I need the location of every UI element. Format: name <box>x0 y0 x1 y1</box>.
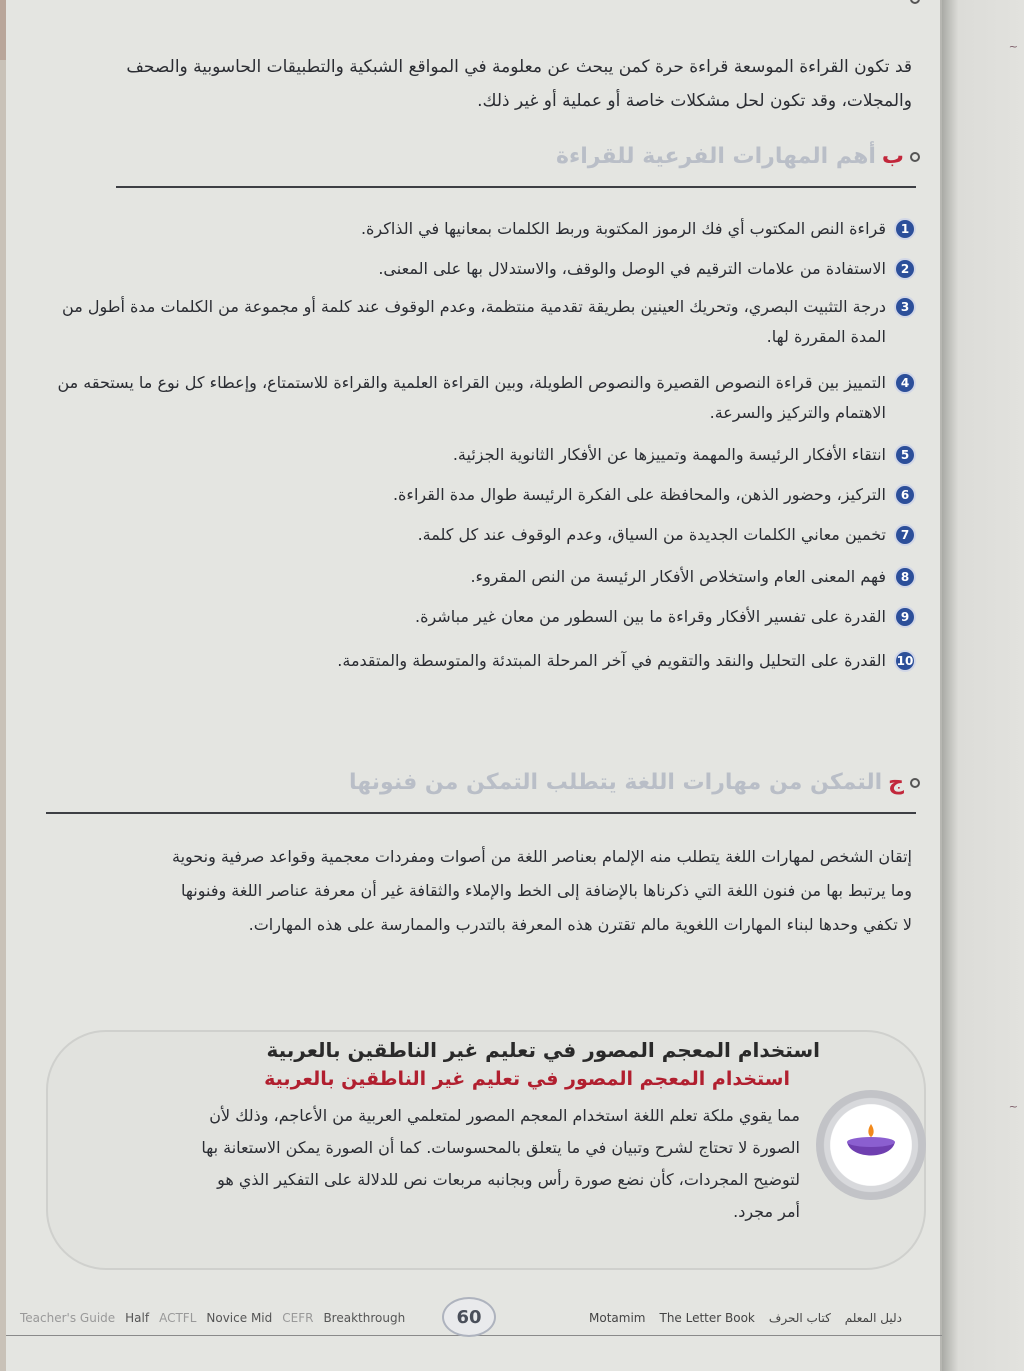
top-paragraph-line2: والمجلات، وقد تكون لحل مشكلات خاصة أو عملية أو غير ذلك. <box>477 91 912 111</box>
page-footer <box>6 1297 942 1341</box>
facing-page-edge <box>942 0 1024 1371</box>
skill-item <box>56 646 916 676</box>
callout-line4: أمر مجرد. <box>733 1202 800 1221</box>
section-b-rule <box>116 186 916 188</box>
skill-text: التمييز بين قراءة النصوص القصيرة والنصوص الطويلة، وبين القراءة العلمية والقراءة للاستمتاع، وإعطاء كل نوع ما يستحقه من الاهتمام والتركيز والسرعة. <box>57 373 886 422</box>
skill-number-badge: 2 <box>894 258 916 280</box>
callout-text <box>80 1100 800 1228</box>
footer-left-group <box>20 1311 405 1325</box>
section-c-heading <box>349 770 920 795</box>
skill-text: درجة التثبيت البصري، وتحريك العينين بطريقة تقدمية منتظمة، وعدم الوقوف عند كلمة أو مجموعة من الكلمات مدة أطول من المدة المقررة لها. <box>62 297 886 346</box>
skill-number-badge: 5 <box>894 444 916 466</box>
callout-line1: مما يقوي ملكة تعلم اللغة استخدام المعجم المصور لمتعلمي العربية من الأعاجم، وذلك لأن <box>209 1106 800 1125</box>
skill-text: تخمين معاني الكلمات الجديدة من السياق، وعدم الوقوف عند كل كلمة. <box>417 525 886 544</box>
skill-number-badge: 10 <box>894 650 916 672</box>
skill-number-badge: 9 <box>894 606 916 628</box>
skill-item <box>36 292 916 352</box>
top-faded-heading <box>910 0 920 4</box>
footer-left-item: Breakthrough <box>323 1311 406 1325</box>
section-c-letter: ج <box>888 770 904 795</box>
skill-number-badge: 4 <box>894 372 916 394</box>
footer-left-item: Half <box>125 1311 150 1325</box>
skill-item <box>56 602 916 632</box>
footer-right-item: Motamim <box>589 1311 646 1325</box>
page-number: 60 <box>442 1297 496 1337</box>
section-c-rule <box>46 812 916 814</box>
footer-left-item: Novice Mid <box>206 1311 273 1325</box>
skill-text: فهم المعنى العام واستخلاص الأفكار الرئيسة من النص المقروء. <box>470 567 886 586</box>
skill-text: القدرة على التحليل والنقد والتقويم في آخر المرحلة المبتدئة والمتوسطة والمتقدمة. <box>337 651 886 670</box>
skill-item <box>56 254 916 284</box>
footer-right-item: دليل المعلم <box>844 1311 902 1325</box>
skill-item <box>56 480 916 510</box>
heading-bullet-icon <box>910 778 920 788</box>
footer-right-item: The Letter Book <box>659 1311 755 1325</box>
callout-line2: الصورة لا تحتاج لشرح وتبيان في ما يتعلق بالمحسوسات. كما أن الصورة يمكن الاستعانة بها <box>201 1138 800 1157</box>
callout-subtitle: استخدام المعجم المصور في تعليم غير الناطقين بالعربية <box>264 1068 790 1090</box>
top-paragraph-line1: قد تكون القراءة الموسعة قراءة حرة كمن يبحث عن معلومة في المواقع الشبكية والتطبيقات الحاسوبية والصحف <box>126 57 912 77</box>
skill-number-badge: 7 <box>894 524 916 546</box>
footer-left-item: Teacher's Guide <box>20 1311 116 1325</box>
skill-item <box>56 520 916 550</box>
footer-left-item: CEFR <box>282 1311 314 1325</box>
mastery-line2: وما يرتبط بها من فنون اللغة التي ذكرناها بالإضافة إلى الخط والإملاء والثقافة غير أن معرفة عناصر اللغة وفنونها <box>181 881 912 900</box>
section-b-heading <box>556 144 920 169</box>
heading-bullet-icon <box>910 0 920 4</box>
skill-text: انتقاء الأفكار الرئيسة والمهمة وتمييزها عن الأفكار الثانوية الجزئية. <box>452 445 886 464</box>
skill-number-badge: 3 <box>894 296 916 318</box>
skill-number-badge: 1 <box>894 218 916 240</box>
mastery-line3: لا تكفي وحدها لبناء المهارات اللغوية مالم تقترن هذه المعرفة بالتدرب والممارسة على هذه المهارات. <box>248 915 912 934</box>
skill-item <box>56 214 916 244</box>
lamp-icon <box>816 1090 926 1200</box>
skill-number-badge: 6 <box>894 484 916 506</box>
skill-item <box>56 440 916 470</box>
section-c-title: التمكن من مهارات اللغة يتطلب التمكن من فنونها <box>349 770 883 795</box>
footer-right-group <box>589 1311 902 1325</box>
mastery-line1: إتقان الشخص لمهارات اللغة يتطلب منه الإلمام بعناصر اللغة من أصوات ومفردات معجمية وقواعد صرفية ونحوية <box>171 847 912 866</box>
skill-item <box>36 368 916 428</box>
skill-text: الاستفادة من علامات الترقيم في الوصل والوقف، والاستدلال بها على المعنى. <box>378 259 886 278</box>
footer-right-item: كتاب الحرف <box>768 1311 831 1325</box>
skill-item <box>56 562 916 592</box>
heading-bullet-icon <box>910 152 920 162</box>
mastery-paragraph <box>12 840 912 942</box>
book-page <box>6 0 942 1371</box>
section-b-letter: ب <box>881 144 904 169</box>
skill-text: القدرة على تفسير الأفكار وقراءة ما بين السطور من معان غير مباشرة. <box>414 607 886 626</box>
facing-page-text: ~ <box>1008 1100 1018 1113</box>
skill-number-badge: 8 <box>894 566 916 588</box>
facing-page-text: ~ <box>1008 40 1018 53</box>
section-b-title: أهم المهارات الفرعية للقراءة <box>556 144 876 169</box>
callout-title: استخدام المعجم المصور في تعليم غير الناطقين بالعربية <box>266 1038 820 1062</box>
top-paragraph <box>32 50 912 118</box>
callout-line3: لتوضيح المجردات، كأن نضع صورة رأس وبجانبه مربعات نص للدلالة على التفكير الذي هو <box>217 1170 800 1189</box>
footer-left-item: ACTFL <box>159 1311 197 1325</box>
skill-text: التركيز، وحضور الذهن، والمحافظة على الفكرة الرئيسة طوال مدة القراءة. <box>392 485 886 504</box>
skill-text: قراءة النص المكتوب أي فك الرموز المكتوبة وربط الكلمات بمعانيها في الذاكرة. <box>360 219 886 238</box>
